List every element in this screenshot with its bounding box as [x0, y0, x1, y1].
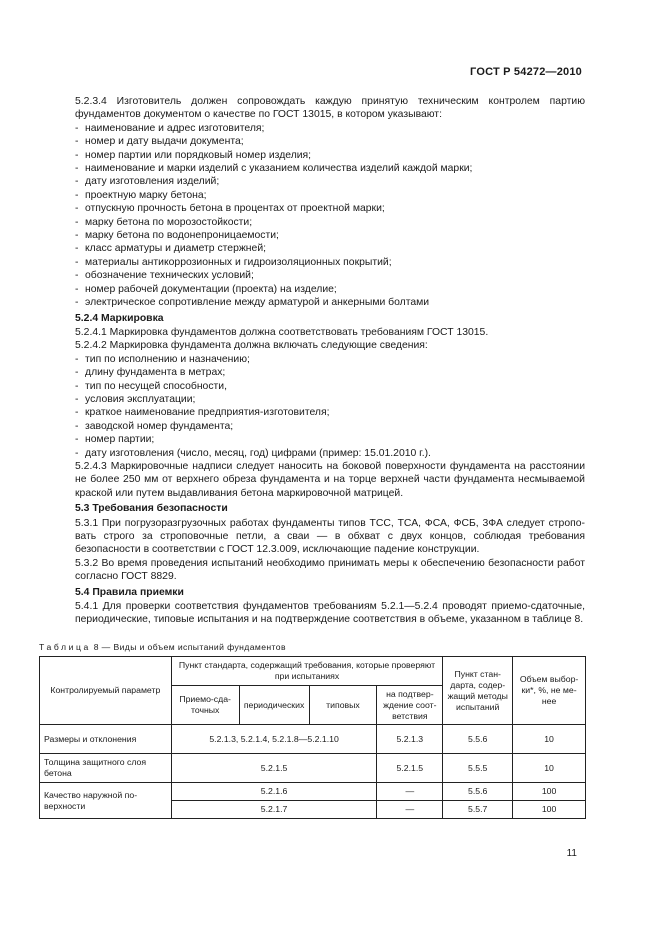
list-item: - марку бетона по морозостойкости;	[75, 216, 585, 229]
cell-volume: 100	[513, 783, 586, 801]
list-item: - номер партии или порядковый номер изделия;	[75, 149, 585, 162]
list-item: - дату изготовления изделий;	[75, 175, 585, 188]
header-type: типовых	[309, 686, 377, 725]
header-method: Пункт стандарта, содержащий методы испытаний	[443, 657, 513, 725]
cell-method: 5.5.6	[443, 725, 513, 754]
list-item: - обозначение технических условий;	[75, 269, 585, 282]
main-text	[75, 95, 585, 627]
cell-method: 5.5.5	[443, 754, 513, 783]
heading-5-3: 5.3 Требования безопасности	[75, 503, 228, 515]
paragraph-5-2-4-2: 5.2.4.2 Маркировка фундамента должна включать следующие сведения:	[75, 340, 428, 352]
heading-5-2-4: 5.2.4 Маркировка	[75, 312, 164, 324]
table-caption-text: 8 — Виды и объем испытаний фундаментов	[93, 642, 286, 652]
header-confirm: на подтверждение соответствия	[377, 686, 443, 725]
paragraph-5-3-2: 5.3.2 Во время проведения испытаний необходимо принимать меры к обеспечению безопасности работ согласно ГОСТ 8829.	[75, 557, 585, 583]
table-row	[40, 783, 586, 801]
cell-volume: 10	[513, 754, 586, 783]
list-item: - отпускную прочность бетона в процентах от проектной марки;	[75, 202, 585, 215]
list-item: - дату изготовления (число, месяц, год) цифрами (пример: 15.01.2010 г.).	[75, 447, 585, 460]
header-volume: Объем выборки*, %, не менее	[513, 657, 586, 725]
cell-confirm: 5.2.1.5	[377, 754, 443, 783]
list-item: - наименование и адрес изготовителя;	[75, 122, 585, 135]
cell-confirm: —	[377, 801, 443, 819]
paragraph-5-3-1: 5.3.1 При погрузоразгрузочных работах фундаменты типов ТСС, ТСА, ФСА, ФСБ, 3ФА следует строповать строго за строповочные петли, а сваи — в обхват с двух концов, соблюдая требования безопасности в соответствии с ГОСТ 12.3.009, исключающие падение конструкции.	[75, 517, 585, 556]
cell-confirm: 5.2.1.3	[377, 725, 443, 754]
heading-5-4: 5.4 Правила приемки	[75, 586, 184, 598]
list-item: - номер рабочей документации (проекта) на изделие;	[75, 283, 585, 296]
list-item: - номер и дату выдачи документа;	[75, 135, 585, 148]
list-item: - марку бетона по водонепроницаемости;	[75, 229, 585, 242]
list-item: - тип по несущей способности,	[75, 380, 585, 393]
page-number: 11	[566, 848, 577, 859]
cell-param: Толщина защитного слоя бетона	[40, 754, 172, 783]
cell-param: Качество наружной поверхности	[40, 783, 172, 819]
quality-document-list	[75, 122, 585, 310]
header-group: Пункт стандарта, содержащий требования, которые проверяют при испытаниях	[171, 657, 443, 686]
table-caption-word: Таблица	[39, 642, 91, 652]
document-id: ГОСТ Р 54272—2010	[470, 66, 582, 78]
cell-method: 5.5.7	[443, 801, 513, 819]
cell-merged: 5.2.1.7	[171, 801, 377, 819]
cell-volume: 100	[513, 801, 586, 819]
cell-volume: 10	[513, 725, 586, 754]
list-item: - длину фундамента в метрах;	[75, 366, 585, 379]
table-row	[40, 754, 586, 783]
header-param: Контролируемый параметр	[40, 657, 172, 725]
list-item: - проектную марку бетона;	[75, 189, 585, 202]
table-header-row	[40, 657, 586, 686]
cell-confirm: —	[377, 783, 443, 801]
list-item: - наименование и марки изделий с указанием количества изделий каждой марки;	[75, 162, 585, 175]
list-item: - материалы антикоррозионных и гидроизоляционных покрытий;	[75, 256, 585, 269]
header-acceptance: Приемо-сдаточных	[171, 686, 239, 725]
cell-merged: 5.2.1.6	[171, 783, 377, 801]
list-item: - заводской номер фундамента;	[75, 420, 585, 433]
marking-list	[75, 353, 585, 460]
list-item: - условия эксплуатации;	[75, 393, 585, 406]
paragraph-5-2-3-4: 5.2.3.4 Изготовитель должен сопровождать каждую принятую техническим контролем партию фундаментов документом о качестве по ГОСТ 13015, в котором указывают:	[75, 96, 585, 121]
header-periodic: периодических	[239, 686, 309, 725]
cell-param: Размеры и отклонения	[40, 725, 172, 754]
table-row	[40, 725, 586, 754]
list-item: - тип по исполнению и назначению;	[75, 353, 585, 366]
list-item: - электрическое сопротивление между арматурой и анкерными болтами	[75, 296, 585, 309]
cell-merged: 5.2.1.5	[171, 754, 377, 783]
cell-method: 5.5.6	[443, 783, 513, 801]
paragraph-5-2-4-3: 5.2.4.3 Маркировочные надписи следует наносить на боковой поверхности фундамента на расстоянии не более 250 мм от верхнего обреза фундамента и на торце верхней части фундамента несмываемой краской или путем выдавливания бетона маркировочной матрицей.	[75, 460, 585, 499]
list-item: - класс арматуры и диаметр стержней;	[75, 242, 585, 255]
paragraph-5-4-1: 5.4.1 Для проверки соответствия фундаментов требованиям 5.2.1—5.2.4 проводят приемо-сдаточные, периодические, типовые испытания и на подтверждение соответствия в объеме, указанном в таблице 8.	[75, 601, 585, 626]
list-item: - краткое наименование предприятия-изготовителя;	[75, 406, 585, 419]
tests-table	[39, 656, 586, 819]
table-caption	[39, 642, 286, 652]
paragraph-5-2-4-1: 5.2.4.1 Маркировка фундаментов должна соответствовать требованиям ГОСТ 13015.	[75, 326, 489, 338]
cell-merged: 5.2.1.3, 5.2.1.4, 5.2.1.8—5.2.1.10	[171, 725, 377, 754]
list-item: - номер партии;	[75, 433, 585, 446]
